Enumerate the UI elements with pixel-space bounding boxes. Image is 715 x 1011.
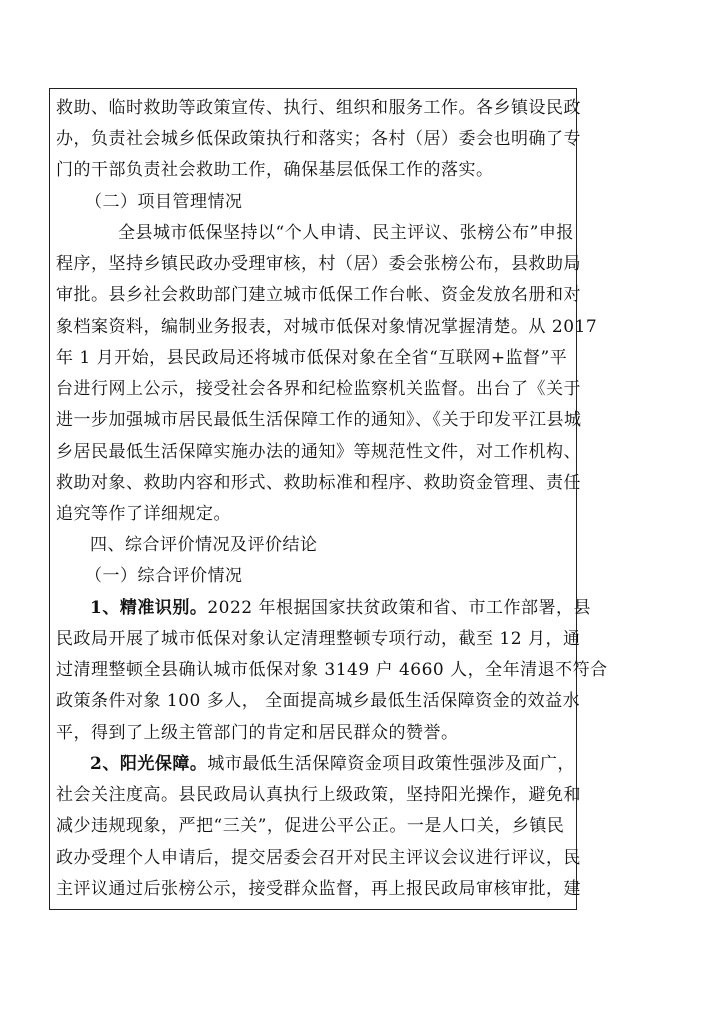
text-line: 象档案资料，编制业务报表，对城市低保对象情况掌握清楚。从 2017 bbox=[56, 316, 598, 337]
text-line: 程序，坚持乡镇民政办受理审核，村（居）委会张榜公布，县救助局 bbox=[56, 254, 581, 275]
text-line: 减少违规现象，严把“三关”，促进公平公正。一是人口关，乡镇民 bbox=[56, 816, 565, 837]
text-line bbox=[90, 593, 618, 624]
text-line: 民政局开展了城市低保对象认定清理整顿专项行动，截至 12 月，通 bbox=[56, 628, 581, 649]
text-line: 平，得到了上级主管部门的肯定和居民群众的赞誉。 bbox=[56, 722, 459, 743]
text-line: 门的干部负责社会救助工作，确保基层低保工作的落实。 bbox=[56, 160, 494, 181]
section-heading: 四、综合评价情况及评价结论 bbox=[90, 535, 318, 556]
text-line: 过清理整顿全县确认城市低保对象 3149 户 4660 人，全年清退不符合 bbox=[56, 660, 608, 681]
text-line: 进一步加强城市居民最低生活保障工作的通知》、《关于印发平江县城 bbox=[56, 410, 582, 431]
text-line: 审批。县乡社会救助部门建立城市低保工作台帐、资金发放名册和对 bbox=[56, 285, 581, 306]
document-frame bbox=[49, 88, 608, 910]
text-line: 全县城市低保坚持以“个人申请、民主评议、张榜公布”申报 bbox=[118, 222, 574, 243]
text-line: 办，负责社会城乡低保政策执行和落实；各村（居）委会也明确了专 bbox=[56, 129, 581, 150]
item-title: 2、阳光保障。 bbox=[90, 753, 208, 774]
text-line: 年 1 月开始，县民政局还将城市低保对象在全省“互联网+监督”平 bbox=[56, 347, 568, 368]
text-line: 政办受理个人申请后，提交居委会召开对民主评议会议进行评议，民 bbox=[56, 847, 581, 868]
item-text: 城市最低生活保障资金项目政策性强涉及面广， bbox=[207, 753, 575, 774]
text-line: 台进行网上公示，接受社会各界和纪检监察机关监督。出台了《关于 bbox=[56, 379, 581, 400]
text-line: 政策条件对象 100 多人， 全面提高城乡最低生活保障资金的效益水 bbox=[56, 691, 581, 712]
section-heading: （二）项目管理情况 bbox=[85, 191, 243, 212]
text-line: 追究等作了详细规定。 bbox=[56, 504, 231, 524]
item-title: 1、精准识别。 bbox=[90, 597, 208, 618]
text-line: 救助、临时救助等政策宣传、执行、组织和服务工作。各乡镇设民政 bbox=[56, 98, 581, 118]
text-line bbox=[90, 749, 618, 780]
text-line: 乡居民最低生活保障实施办法的通知》等规范性文件，对工作机构、 bbox=[56, 441, 581, 462]
text-line: 社会关注度高。县民政局认真执行上级政策，坚持阳光操作，避免和 bbox=[56, 785, 581, 806]
item-text: 2022 年根据国家扶贫政策和省、市工作部署，县 bbox=[207, 597, 592, 618]
text-line: 救助对象、救助内容和形式、救助标准和程序、救助资金管理、责任 bbox=[56, 472, 581, 493]
text-line: 主评议通过后张榜公示，接受群众监督，再上报民政局审核审批，建 bbox=[56, 878, 581, 899]
section-heading: （一）综合评价情况 bbox=[85, 566, 243, 587]
